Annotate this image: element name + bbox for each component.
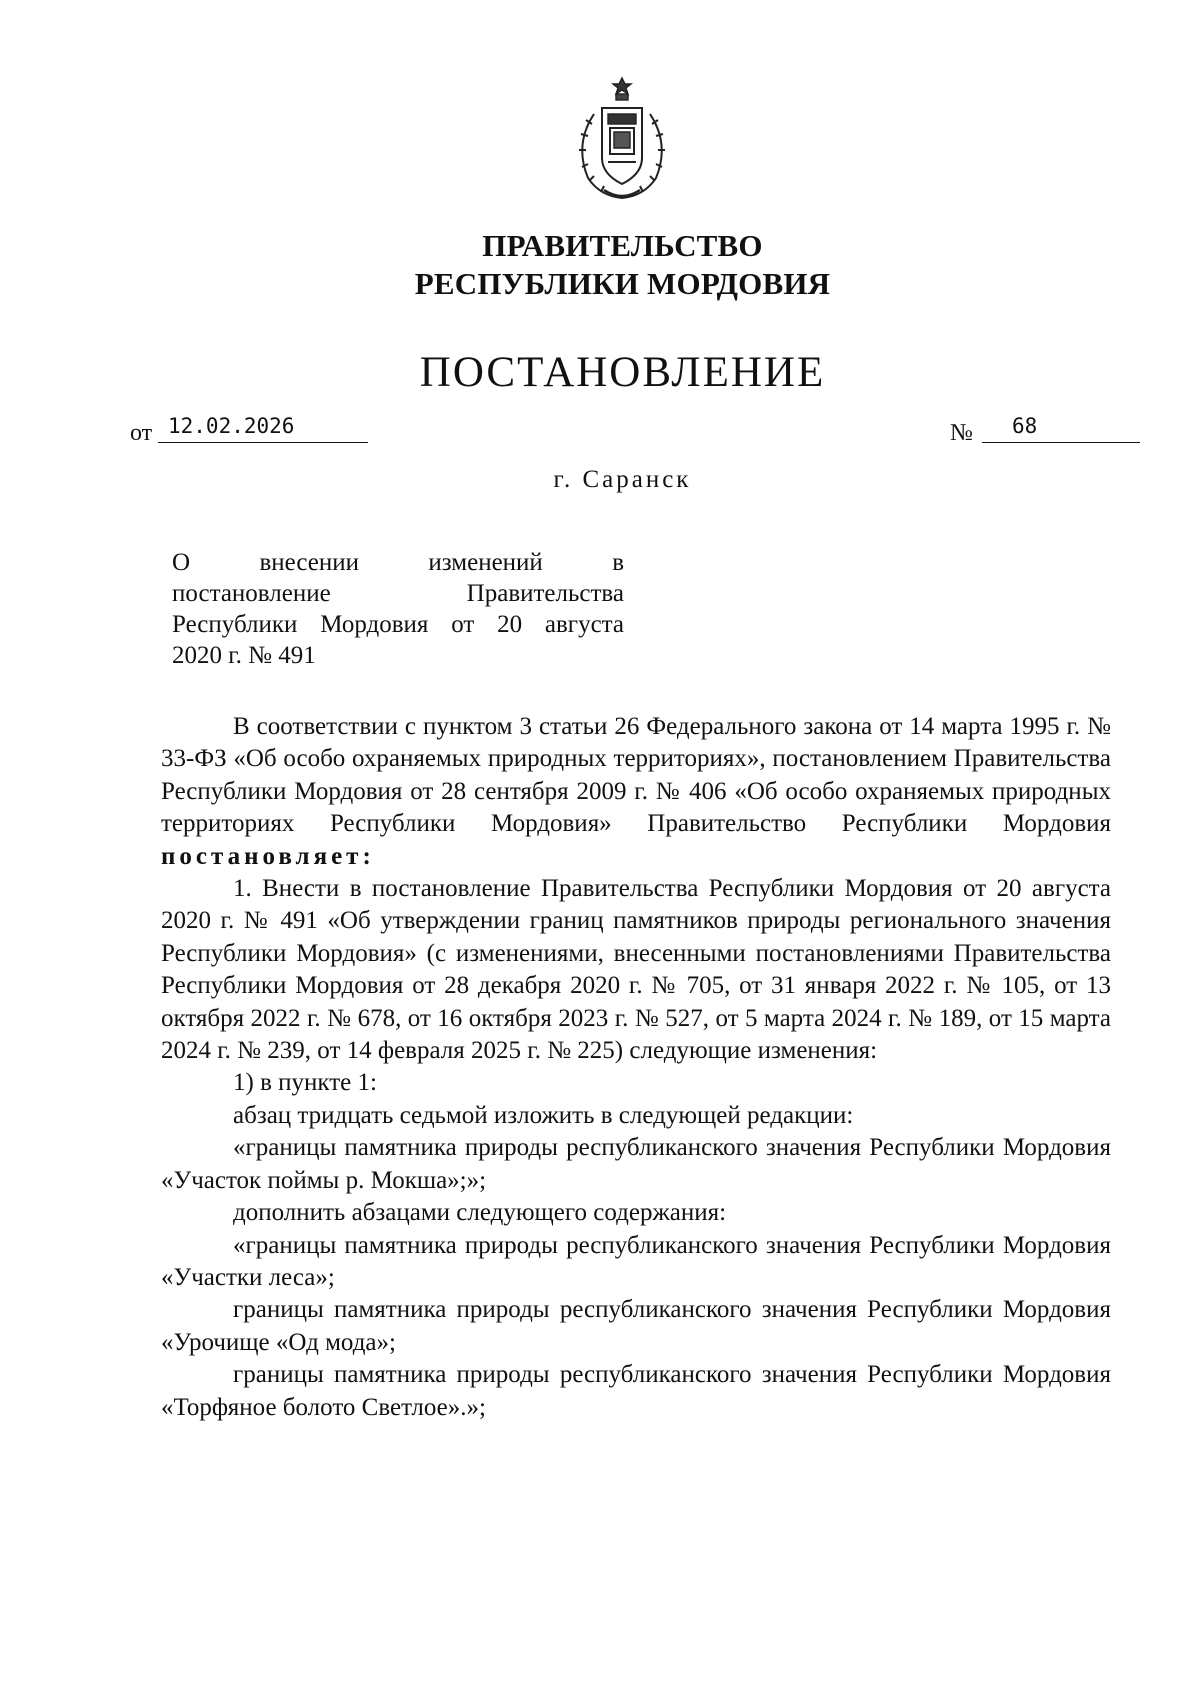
document-type: ПОСТАНОВЛЕНИЕ: [419, 349, 826, 396]
paragraph: границы памятника природы республиканского значения Республики Мордовия «Торфяное болото Светлое».»;: [161, 1361, 1111, 1421]
org-name-line2: РЕСПУБЛИКИ МОРДОВИЯ: [414, 266, 831, 301]
preamble-paragraph: [161, 711, 1111, 873]
subject-line: Республики Мордовия от 20 августа: [172, 611, 624, 638]
paragraph: «границы памятника природы республиканского значения Республики Мордовия «Участки леса»;: [161, 1231, 1111, 1291]
subject-line: 2020 г. № 491: [172, 642, 316, 669]
date-label: от: [130, 420, 153, 446]
item-1-paragraph: 1. Внести в постановление Правительства Республики Мордовия от 20 августа 2020 г. № 491 «Об утверждении границ памятников природы регионального значения Республики Мордовия» (с изменениями, внесенными постановлениями Правительства Республики Мордовия от 28 декабря 2020 г. № 705, от 31 января 2022 г. № 105, от 13 октября 2022 г. № 678, от 16 октября 2023 г. № 527, от 5 марта 2024 г. № 189, от 15 марта 2024 г. № 239, от 14 февраля 2025 г. № 225) следующие изменения:: [161, 875, 1111, 1065]
city: г. Саранск: [553, 466, 692, 493]
decree-word: постановляет:: [161, 842, 375, 870]
number-value: 68: [982, 414, 1140, 443]
number-label: №: [950, 420, 973, 446]
subject-line: О внесении изменений в: [172, 549, 624, 576]
coat-of-arms-icon: [564, 74, 680, 206]
date-value: 12.02.2026: [158, 414, 368, 443]
paragraph: «границы памятника природы республиканского значения Республики Мордовия «Участок поймы р. Мокша»;»;: [161, 1134, 1111, 1194]
paragraph: абзац тридцать седьмой изложить в следующей редакции:: [233, 1101, 854, 1129]
subitem-1: 1) в пункте 1:: [233, 1069, 377, 1097]
org-name-line1: ПРАВИТЕЛЬСТВО: [482, 228, 763, 263]
subject-block: [172, 547, 624, 671]
paragraph: дополнить абзацами следующего содержания:: [233, 1199, 727, 1227]
paragraph: границы памятника природы республиканского значения Республики Мордовия «Урочище «Од мода»;: [161, 1296, 1111, 1356]
subject-line: постановление Правительства: [172, 580, 624, 607]
document-body: [161, 711, 1111, 1424]
preamble-text: В соответствии с пунктом 3 статьи 26 Федерального закона от 14 марта 1995 г. № 33-ФЗ «Об особо охраняемых природных территориях», постановлением Правительства Республики Мордовия от 28 сентября 2009 г. № 406 «Об особо охраняемых природных территориях Республики Мордовия» Правительство Республики Мордовия: [161, 713, 1111, 838]
